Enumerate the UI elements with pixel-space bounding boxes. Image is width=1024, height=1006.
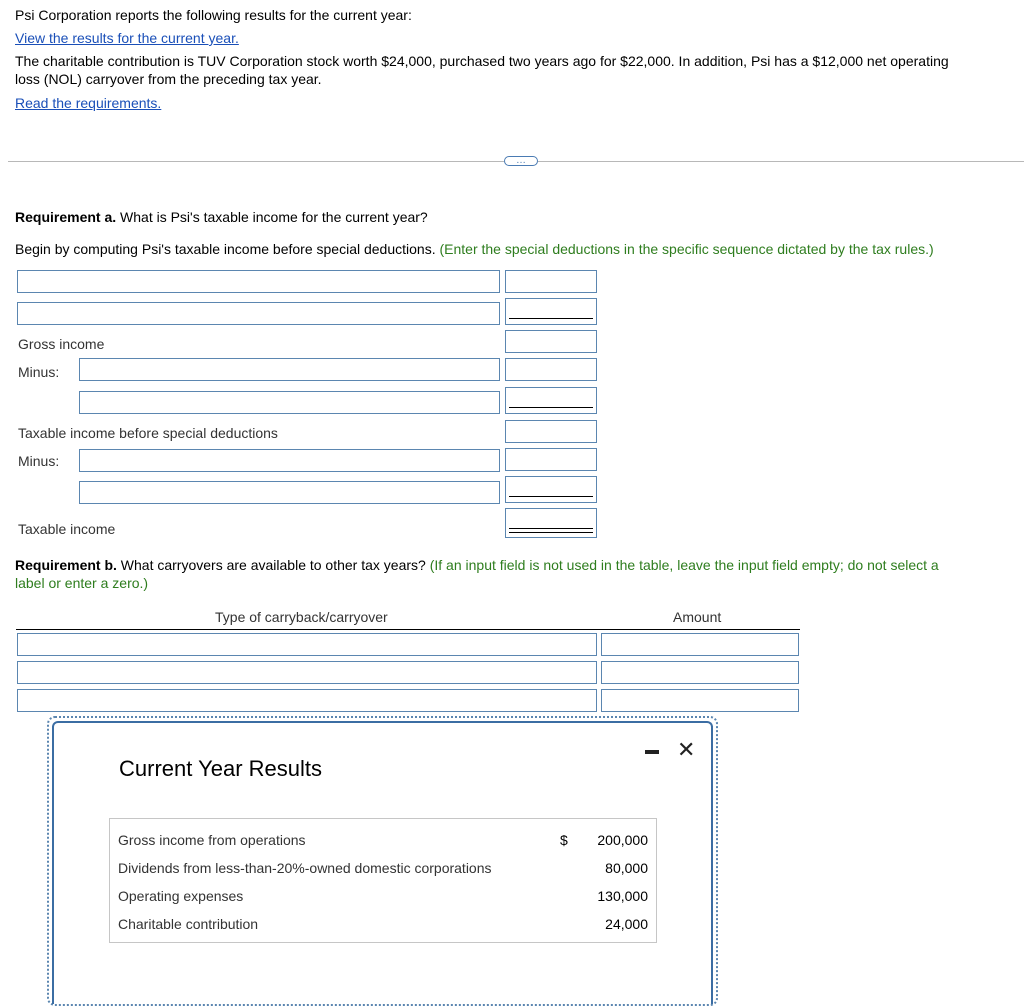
carryover-type-select-3[interactable] bbox=[17, 689, 597, 712]
column-header-amount: Amount bbox=[673, 609, 722, 625]
gross-income-total-input[interactable] bbox=[505, 330, 597, 353]
deduction-amount-input-1[interactable] bbox=[505, 358, 597, 381]
dialog-title: Current Year Results bbox=[119, 756, 322, 781]
requirement-b-hint-line1: (If an input field is not used in the table, leave the input field empty; do not select a bbox=[425, 557, 939, 573]
requirement-a-instructions bbox=[15, 241, 934, 257]
taxable-income-label: Taxable income bbox=[18, 521, 116, 537]
gross-income-total-field[interactable] bbox=[506, 331, 596, 352]
table-row-value-1: 200,000 bbox=[597, 832, 648, 848]
carryover-amount-input-2[interactable] bbox=[601, 661, 799, 684]
table-row-label-2: Dividends from less-than-20%-owned domestic corporations bbox=[118, 860, 492, 876]
deduction-label-select-1[interactable] bbox=[79, 358, 500, 381]
gross-income-amount-input-2[interactable] bbox=[505, 298, 597, 325]
gross-income-label-input-1[interactable] bbox=[18, 271, 499, 292]
carryover-type-input-1[interactable] bbox=[18, 634, 596, 655]
special-deduction-amount-field-1[interactable] bbox=[506, 449, 596, 470]
double-underline-top bbox=[509, 528, 593, 529]
requirement-a-heading bbox=[15, 209, 428, 225]
intro-paragraph-line1: The charitable contribution is TUV Corporation stock worth $24,000, purchased two years ago for $22,000. In addition, Psi has a $12,000 net operating bbox=[15, 53, 949, 69]
special-deduction-amount-input-2[interactable] bbox=[505, 476, 597, 503]
subtotal-underline-2 bbox=[509, 407, 593, 408]
gross-income-amount-input-1[interactable] bbox=[505, 270, 597, 293]
special-deduction-label-input-2[interactable] bbox=[80, 482, 499, 503]
close-icon[interactable]: ✕ bbox=[677, 737, 696, 762]
view-results-link[interactable]: View the results for the current year. bbox=[15, 30, 239, 46]
requirement-a-question: What is Psi's taxable income for the current year? bbox=[116, 209, 428, 225]
intro-text: Psi Corporation reports the following results for the current year: bbox=[15, 7, 412, 23]
intro-paragraph-line2: loss (NOL) carryover from the preceding tax year. bbox=[15, 71, 322, 87]
requirement-b-hint-line2: label or enter a zero.) bbox=[15, 575, 149, 591]
carryover-type-input-3[interactable] bbox=[18, 690, 596, 711]
table-row-value-2: 80,000 bbox=[605, 860, 648, 876]
deduction-label-input-2[interactable] bbox=[80, 392, 499, 413]
carryover-type-input-2[interactable] bbox=[18, 662, 596, 683]
requirement-b-heading bbox=[15, 557, 939, 573]
special-deduction-label-select-2[interactable] bbox=[79, 481, 500, 504]
carryover-type-select-1[interactable] bbox=[17, 633, 597, 656]
gross-income-amount-field-2[interactable] bbox=[506, 299, 596, 324]
taxable-income-before-special-field[interactable] bbox=[506, 421, 596, 442]
requirement-a-hint: (Enter the special deductions in the specific sequence dictated by the tax rules.) bbox=[435, 241, 934, 257]
special-deduction-amount-field-2[interactable] bbox=[506, 477, 596, 502]
table-row-label-1: Gross income from operations bbox=[118, 832, 306, 848]
gross-income-label: Gross income bbox=[18, 336, 105, 352]
table-row-value-3: 130,000 bbox=[597, 888, 648, 904]
requirement-b-label: Requirement b. bbox=[15, 557, 117, 573]
table-header-rule bbox=[16, 629, 800, 630]
table-row-value-4: 24,000 bbox=[605, 916, 648, 932]
subtotal-underline-3 bbox=[509, 496, 593, 497]
expand-button[interactable]: … bbox=[504, 156, 538, 166]
requirement-a-label: Requirement a. bbox=[15, 209, 117, 225]
deduction-amount-input-2[interactable] bbox=[505, 387, 597, 414]
deduction-label-select-2[interactable] bbox=[79, 391, 500, 414]
special-deduction-amount-input-1[interactable] bbox=[505, 448, 597, 471]
carryover-amount-field-2[interactable] bbox=[602, 662, 798, 683]
section-divider-left bbox=[8, 161, 504, 162]
table-row-label-3: Operating expenses bbox=[118, 888, 244, 904]
requirement-a-instruction-text: Begin by computing Psi's taxable income before special deductions. bbox=[15, 241, 436, 257]
double-underline-bottom bbox=[509, 532, 593, 533]
column-header-type: Type of carryback/carryover bbox=[215, 609, 388, 625]
taxable-income-before-special-label: Taxable income before special deductions bbox=[18, 425, 278, 441]
currency-symbol: $ bbox=[560, 832, 568, 848]
carryover-amount-input-1[interactable] bbox=[601, 633, 799, 656]
taxable-income-input[interactable] bbox=[505, 508, 597, 538]
minus-label-2: Minus: bbox=[18, 453, 60, 469]
deduction-amount-field-1[interactable] bbox=[506, 359, 596, 380]
table-row-label-4: Charitable contribution bbox=[118, 916, 259, 932]
carryover-amount-input-3[interactable] bbox=[601, 689, 799, 712]
gross-income-label-select-2[interactable] bbox=[17, 302, 500, 325]
minus-label-1: Minus: bbox=[18, 364, 60, 380]
gross-income-amount-field-1[interactable] bbox=[506, 271, 596, 292]
deduction-amount-field-2[interactable] bbox=[506, 388, 596, 413]
gross-income-label-input-2[interactable] bbox=[18, 303, 499, 324]
carryover-amount-field-3[interactable] bbox=[602, 690, 798, 711]
carryover-type-select-2[interactable] bbox=[17, 661, 597, 684]
subtotal-underline-1 bbox=[509, 318, 593, 319]
requirement-b-question: What carryovers are available to other tax years? bbox=[116, 557, 426, 573]
taxable-income-before-special-input[interactable] bbox=[505, 420, 597, 443]
deduction-label-input-1[interactable] bbox=[80, 359, 499, 380]
carryover-amount-field-1[interactable] bbox=[602, 634, 798, 655]
gross-income-label-select-1[interactable] bbox=[17, 270, 500, 293]
read-requirements-link[interactable]: Read the requirements. bbox=[15, 95, 162, 111]
special-deduction-label-input-1[interactable] bbox=[80, 450, 499, 471]
minimize-icon[interactable] bbox=[645, 750, 659, 754]
special-deduction-label-select-1[interactable] bbox=[79, 449, 500, 472]
section-divider-right bbox=[538, 161, 1024, 162]
